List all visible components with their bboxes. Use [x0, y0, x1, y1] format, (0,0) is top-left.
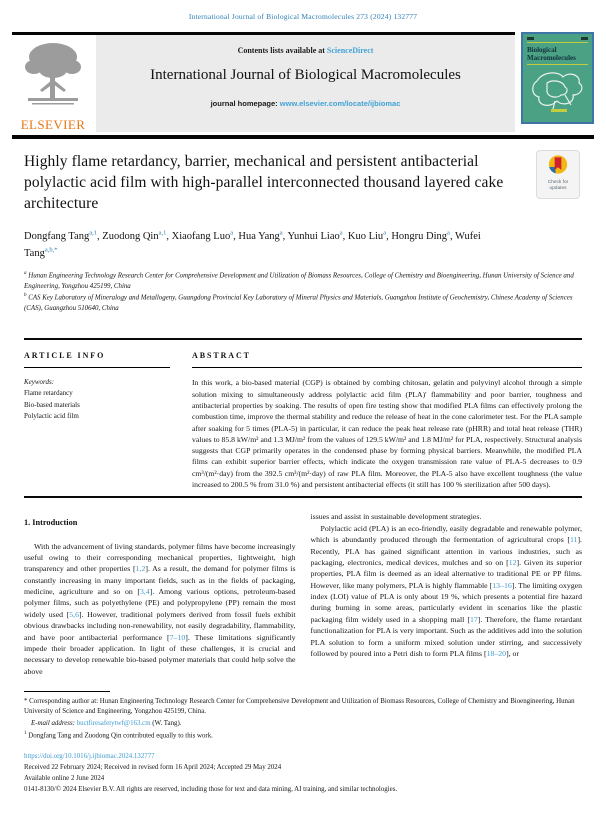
journal-title: International Journal of Biological Macromolecules [150, 67, 461, 83]
sciencedirect-link[interactable]: ScienceDirect [326, 46, 374, 55]
citation-link[interactable]: 18–20 [486, 648, 507, 658]
keyword: Polylactic acid film [24, 411, 79, 420]
author: Xiaofang Luo$^a$, [171, 229, 239, 243]
affiliations [24, 270, 582, 314]
copyright-line: 0141-8130/© 2024 Elsevier B.V. All rights are reserved, including those for text and data mining, AI training, and similar technologies. [24, 785, 398, 793]
article-info-heading: ARTICLE INFO [24, 351, 106, 361]
abstract-heading: ABSTRACT [192, 351, 251, 361]
corresponding-author-note: * Corresponding author at: Hunan Engineering Technology Research Center for Comprehensive Development and Utilization of Biomass Resources, College of Chemistry and Bioengineering, Hunan University of Science and Engineering, Yongzhou 425199, China. [24, 698, 575, 716]
author: Hongru Ding$^a$, [391, 229, 455, 243]
available-online: Available online 2 June 2024 [24, 774, 105, 782]
keywords-block [24, 377, 170, 422]
contents-line [96, 46, 515, 55]
article-title: Highly flame retardancy, barrier, mechanical and persistent antibacterial polylactic acid film with high-parallel interconnected thousand layered cake architecture [24, 153, 504, 212]
journal-cover-thumbnail [521, 32, 594, 124]
elsevier-wordmark: ELSEVIER [20, 117, 86, 132]
keyword: Flame retardancy [24, 389, 73, 398]
citation-link[interactable]: 1,2 [135, 564, 146, 574]
journal-banner [96, 35, 515, 132]
author: Dongfang Tang$^{a,1}$, [24, 229, 103, 243]
journal-header [12, 32, 594, 139]
citation-link[interactable]: 13–16 [492, 580, 512, 590]
section-rule [24, 496, 582, 498]
email-link[interactable]: buctfiresafetytwf@163.cm [74, 719, 151, 727]
citation-link[interactable]: 5,6 [69, 609, 79, 619]
cover-rule-bottom [527, 64, 588, 65]
citation-link[interactable]: 17 [469, 614, 478, 624]
body-right-column [311, 511, 583, 677]
article-info-column [24, 340, 170, 490]
cover-molecule-art-icon [529, 67, 587, 113]
abstract-rule [192, 367, 582, 368]
equal-contribution-note: $^1$ Dongfang Tang and Zuodong Qin contributed equally to this work. [24, 731, 213, 740]
footnote-rule [24, 691, 110, 692]
affiliation-b: $^b$ CAS Key Laboratory of Mineralogy and Metallogeny, Guangdong Provincial Key Laboratory of Mineral Physics and Materials, Guangzhou Institute of Geochemistry, Chinese Academy of Sciences (CAS), Guangzhou 510640, China [24, 293, 573, 312]
cover-title: Biological Macromolecules [527, 46, 576, 63]
cover-rule-top [527, 42, 588, 43]
author: Kuo Liu$^a$, [347, 229, 392, 243]
elsevier-tree-icon [22, 40, 84, 112]
introduction-heading: 1. Introduction [24, 518, 78, 528]
introduction-paragraph-continued: issues and assist in sustainable development strategies. [310, 512, 482, 522]
cover-top-marks [523, 37, 592, 40]
keyword: Bio-based materials [24, 400, 80, 409]
email-label: E-mail address: [31, 719, 75, 727]
header-rule-bottom [12, 135, 594, 139]
article-info-rule [24, 367, 170, 368]
check-for-updates-badge[interactable] [536, 150, 580, 199]
author: Wufei Tang$^{a,b,*}$ [24, 231, 481, 259]
homepage-link[interactable]: www.elsevier.com/locate/ijbiomac [279, 99, 401, 108]
introduction-paragraph: With the advancement of living standards, polymer films have become increasingly useful owing to their corresponding mechanical properties, lightweight, high transparency and other properties [1,2]. As a result, the demand for polymer films is constantly increasing in many important fields, such as in the fields of packaging, medicine, agriculture and so on [3,4]. Among various options, petroleum-based polymer films, such as polyethylene (PE) and polypropylene (PP) remain the most widely used [5,6]. However, traditional polymers derived from fossil fuels exhibit obvious drawbacks including non-renewability, not easily degradability, flammability, and have poor antibacterial performance [7–10]. These limitations significantly impede their broader application. In light of these challenges, it is crucial and necessary to develop renewable bio-based polymer materials that could help solve the above [24, 541, 296, 676]
email-suffix: (W. Tang). [150, 719, 182, 727]
citation-link[interactable]: 11 [569, 535, 578, 545]
author-list [24, 229, 504, 262]
citation-link[interactable]: 12 [508, 557, 517, 567]
introduction-paragraph: Polylactic acid (PLA) is an eco-friendly, easily degradable and renewable polymer, which is abundantly produced through the fermentation of agricultural crops [11]. Recently, PLA has gained significant attention in various industries, such as packaging, electronics, medical devices, mulches and so on [12]. Given its superior properties, PLA film is deemed as an ideal alternative to traditional PE or PP films. However, like many polymers, PLA is highly flammable [13–16]. The limiting oxygen index (LOI) value of PLA is only about 19 %, which presents a potential fire hazard during burning in some areas, particularly evident in scenarios like the plastic packaging film widely used in a shopping mall [17]. Therefore, the flame retardant functionalization for PLA is very important. Such as the additives add into the solution PLA solution to form a uniform mixed solution under stirring, and successively followed by poured into a Petri dish to form PLA films [18–20], or [310, 523, 583, 658]
body-left-column [24, 511, 296, 677]
elsevier-logo [14, 40, 92, 132]
received-dates: Received 22 February 2024; Received in revised form 16 April 2024; Accepted 29 May 2024 [24, 763, 282, 771]
author: Yunhui Liao$^a$, [287, 229, 348, 243]
journal-citation-line: International Journal of Biological Macromolecules 273 (2024) 132777 [188, 12, 418, 21]
homepage-prefix: journal homepage: [210, 99, 280, 108]
footnotes [24, 691, 582, 742]
contents-prefix: Contents lists available at [237, 46, 327, 55]
citation-link[interactable]: 3,4 [139, 587, 150, 597]
author: Zuodong Qin$^{a,1}$, [102, 229, 172, 243]
publication-info [24, 751, 582, 795]
email-note [24, 719, 582, 729]
affiliation-a: $^a$ Hunan Engineering Technology Research Center for Comprehensive Development and Utilization of Biomass Resources, College of Chemistry and Bioengineering, Hunan University of Science and Engineering, Yongzhou 425199, China [24, 271, 574, 290]
author: Hua Yang$^a$, [238, 229, 288, 243]
abstract-column [192, 340, 582, 490]
keywords-label: Keywords: [24, 378, 55, 387]
doi-link[interactable]: https://doi.org/10.1016/j.ijbiomac.2024.132777 [24, 752, 155, 760]
check-for-updates-label: Check for updates [547, 180, 569, 191]
homepage-line [96, 99, 515, 108]
citation-link[interactable]: 7–10 [169, 632, 186, 642]
crossmark-icon [548, 154, 568, 175]
abstract-text: In this work, a bio-based material (CGP) is obtained by combing chitosan, gelatin and polyvinyl alcohol through a simple solution mixing to simultaneously address polylactic acid film (PLA)' flammability and poor barrier, toughness and antibacterial properties by soaking. The results of open fire testing show that modified PLA films can effectively prolong the combustion time, improve the thermal stability and reduce the release of heat in the cone calorimeter test. For the PLA sample after soaking for 5 times (PLA-5) in particular, it can reduce the peak heat release rate (pHRR) and total heat release (THR) values to 85.8 kW/m² and 1.3 MJ/m² from the values of 129.5 kW/m² and 1.8 MJ/m² for PLA, respectively. Structural analysis suggests that CGP primarily operates in the condensed phase by forming physical barriers. Meanwhile, the modified PLA films can exhibit superior barrier effects, which indicate the oxygen transmission rate value of PLA-5 decreases to 0.9 cm³/(m²·day) from the 392.5 cm³/(m²·day) of raw PLA film. Moreover, the PLA-5 also have excellent toughness (the value increased to 200.5 % from 31.0 %) and persistent antibacterial effects (it still has 100 % sterilization after 500 days). [192, 378, 582, 490]
